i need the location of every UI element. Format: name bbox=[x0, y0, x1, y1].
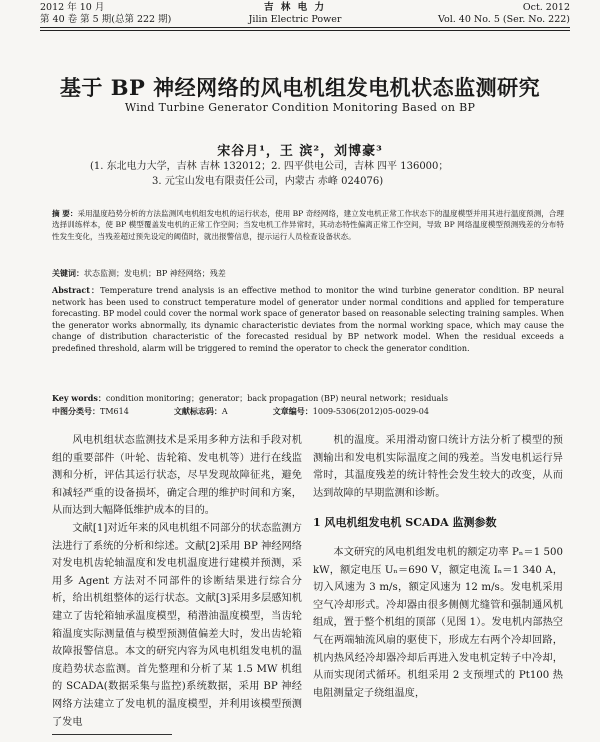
running-header bbox=[40, 2, 570, 28]
header-rule bbox=[40, 27, 570, 31]
header-journal-cn: 吉 林 电 力 bbox=[264, 2, 326, 13]
body-column-right bbox=[313, 432, 563, 702]
header-journal-en: Jilin Electric Power bbox=[248, 14, 342, 25]
classification-line bbox=[52, 406, 564, 417]
keywords-cn bbox=[52, 268, 564, 279]
body-column-left bbox=[52, 432, 302, 731]
header-date-en: Oct. 2012 bbox=[522, 2, 570, 13]
clc-value: TM614 bbox=[100, 407, 129, 416]
section-heading-1: 1 风电机组发电机 SCADA 监测参数 bbox=[313, 516, 497, 530]
abstract-en-label: Abstract： bbox=[52, 285, 101, 295]
body-paragraph: 本文研究的风电机组发电机的额定功率 Pₙ＝1 500 kW，额定电压 Uₙ＝690 V，额定电流 Iₙ＝1 340 A，切入风速为 3 m/s，额定风速为 12 m/s。发电机采用空气冷却形式。冷却器由很多侧侧尤缝管和强制通风机组成，置于整个机组的顶部（见图 1）。发电机内部热空气在两端轴流风扇的驱使下，形成左右两个冷却回路，机内热风经冷却器冷却后再进入发电机定转子中冷却，从而实现闭式循环。机组采用 2 支预埋式的 Pt100 热电阻测量定子绕组温度， bbox=[313, 546, 563, 699]
article-id-value: 1009-5306(2012)05-0029-04 bbox=[312, 407, 429, 416]
affiliation-line-1: (1. 东北电力大学，吉林 吉林 132012；2. 四平供电公司，吉林 四平 136000； bbox=[90, 161, 449, 172]
abstract-cn-label: 摘 要： bbox=[52, 209, 78, 218]
paper-title-en: Wind Turbine Generator Condition Monitoring Based on BP bbox=[124, 101, 476, 114]
abstract-en-text: Temperature trend analysis is an effective method to monitor the wind turbine generator condition. BP neural network has been used to construct temperature model of generator under normal conditions and applied for temperature forecasting. BP model could cover the normal work space of generator based on reasonable selecting training samples. When the generator works abnormally, its dynamic characteristic deviates from the normal working space, which may cause the change of distribution characteristic of the forecasted residual by BP network model. When the residual exceeds a predefined threshold, alarm will be triggered to remind the operator to check the generator condition. bbox=[52, 286, 565, 353]
author-list: 宋谷月¹，王 滨²，刘博豪³ bbox=[217, 144, 383, 159]
keywords-cn-label: 关键词： bbox=[52, 268, 84, 278]
clc-label: 中图分类号： bbox=[52, 406, 100, 416]
header-volume-cn: 第 40 卷 第 5 期(总第 222 期) bbox=[40, 14, 172, 25]
doc-code-label: 文献标志码： bbox=[173, 406, 222, 416]
doc-code-value: A bbox=[221, 407, 228, 416]
affiliation-line-2: 3. 元宝山发电有限责任公司，内蒙古 赤峰 024076) bbox=[152, 176, 384, 187]
abstract-en bbox=[52, 285, 564, 355]
abstract-cn bbox=[52, 208, 564, 242]
paper-title-cn: 基于 BP 神经网络的风电机组发电机状态监测研究 bbox=[59, 75, 541, 100]
header-volume-en: Vol. 40 No. 5 (Ser. No. 222) bbox=[438, 14, 570, 25]
header-left bbox=[40, 2, 171, 26]
header-date-cn: 2012 年 10 月 bbox=[40, 2, 105, 13]
keywords-en-label: Key words： bbox=[52, 393, 106, 403]
keywords-cn-text: 状态监测；发电机；BP 神经网络；残差 bbox=[84, 269, 226, 278]
article-id-label: 文章编号： bbox=[272, 406, 313, 416]
abstract-cn-text: 采用温度趋势分析的方法监测风电机组发电机的运行状态，使用 BP 奇经网络，建立发电机正常工作状态下的温度模型并用其进行温度预测，合理选择训练样本，使 BP 模型覆盖发电机的正常工作空间；当发电机工作异常时，其动态特性偏离正常工作空间，导致 BP 网络温度模型预测残差的分布特性发生变化，当残差超过预先设定的阈值时，就出报警信息，提示运行人员检查设备状态。 bbox=[52, 209, 564, 241]
keywords-en bbox=[52, 393, 564, 404]
header-right bbox=[438, 2, 570, 26]
footnote-rule bbox=[52, 734, 172, 735]
header-journal bbox=[235, 2, 355, 26]
body-paragraph: 风电机组状态监测技术是采用多种方法和手段对机组的重要部件（叶轮、齿轮箱、发电机等）进行在线监测和分析，评估其运行状态，尽早发现故障征兆，避免和减轻严重的设备损坏，确定合理的维护时间和方案，从而达到大幅降低维护成本的目的。 bbox=[52, 435, 302, 517]
body-paragraph: 机的温度。采用滑动窗口统计方法分析了模型的预测输出和发电机实际温度之间的残差。当发电机运行异常时，其温度残差的统计特性会发生较大的改变，从而达到故障的早期监测和诊断。 bbox=[313, 435, 563, 499]
body-paragraph: 文献[1]对近年来的风电机组不同部分的状态监测方法进行了系统的分析和综述。文献[2]采用 BP 神经网络对发电机齿轮轴温度和发电机温度进行建模并预测，采用多 Agent 方法对不同部件的诊断结果进行综合分析，给出机组整体的运行状态。文献[3]采用多层感知机建立了齿轮箱轴承温度模型，稍潜油温度模型，当齿轮箱温度实际测量值与模型预测值偏差大时，发出齿轮箱故障报警信息。本文的研究内容为风电机组发电机的温度趋势状态监测。首先整理和分析了某 1.5 MW 机组的 SCADA(数据采集与监控)系统数据，采用 BP 神经网络方法建立了发电机的温度模型，并利用该模型预测了发电 bbox=[52, 522, 302, 728]
keywords-en-text: condition monitoring；generator；back propagation (BP) neural network；residuals bbox=[105, 394, 448, 403]
